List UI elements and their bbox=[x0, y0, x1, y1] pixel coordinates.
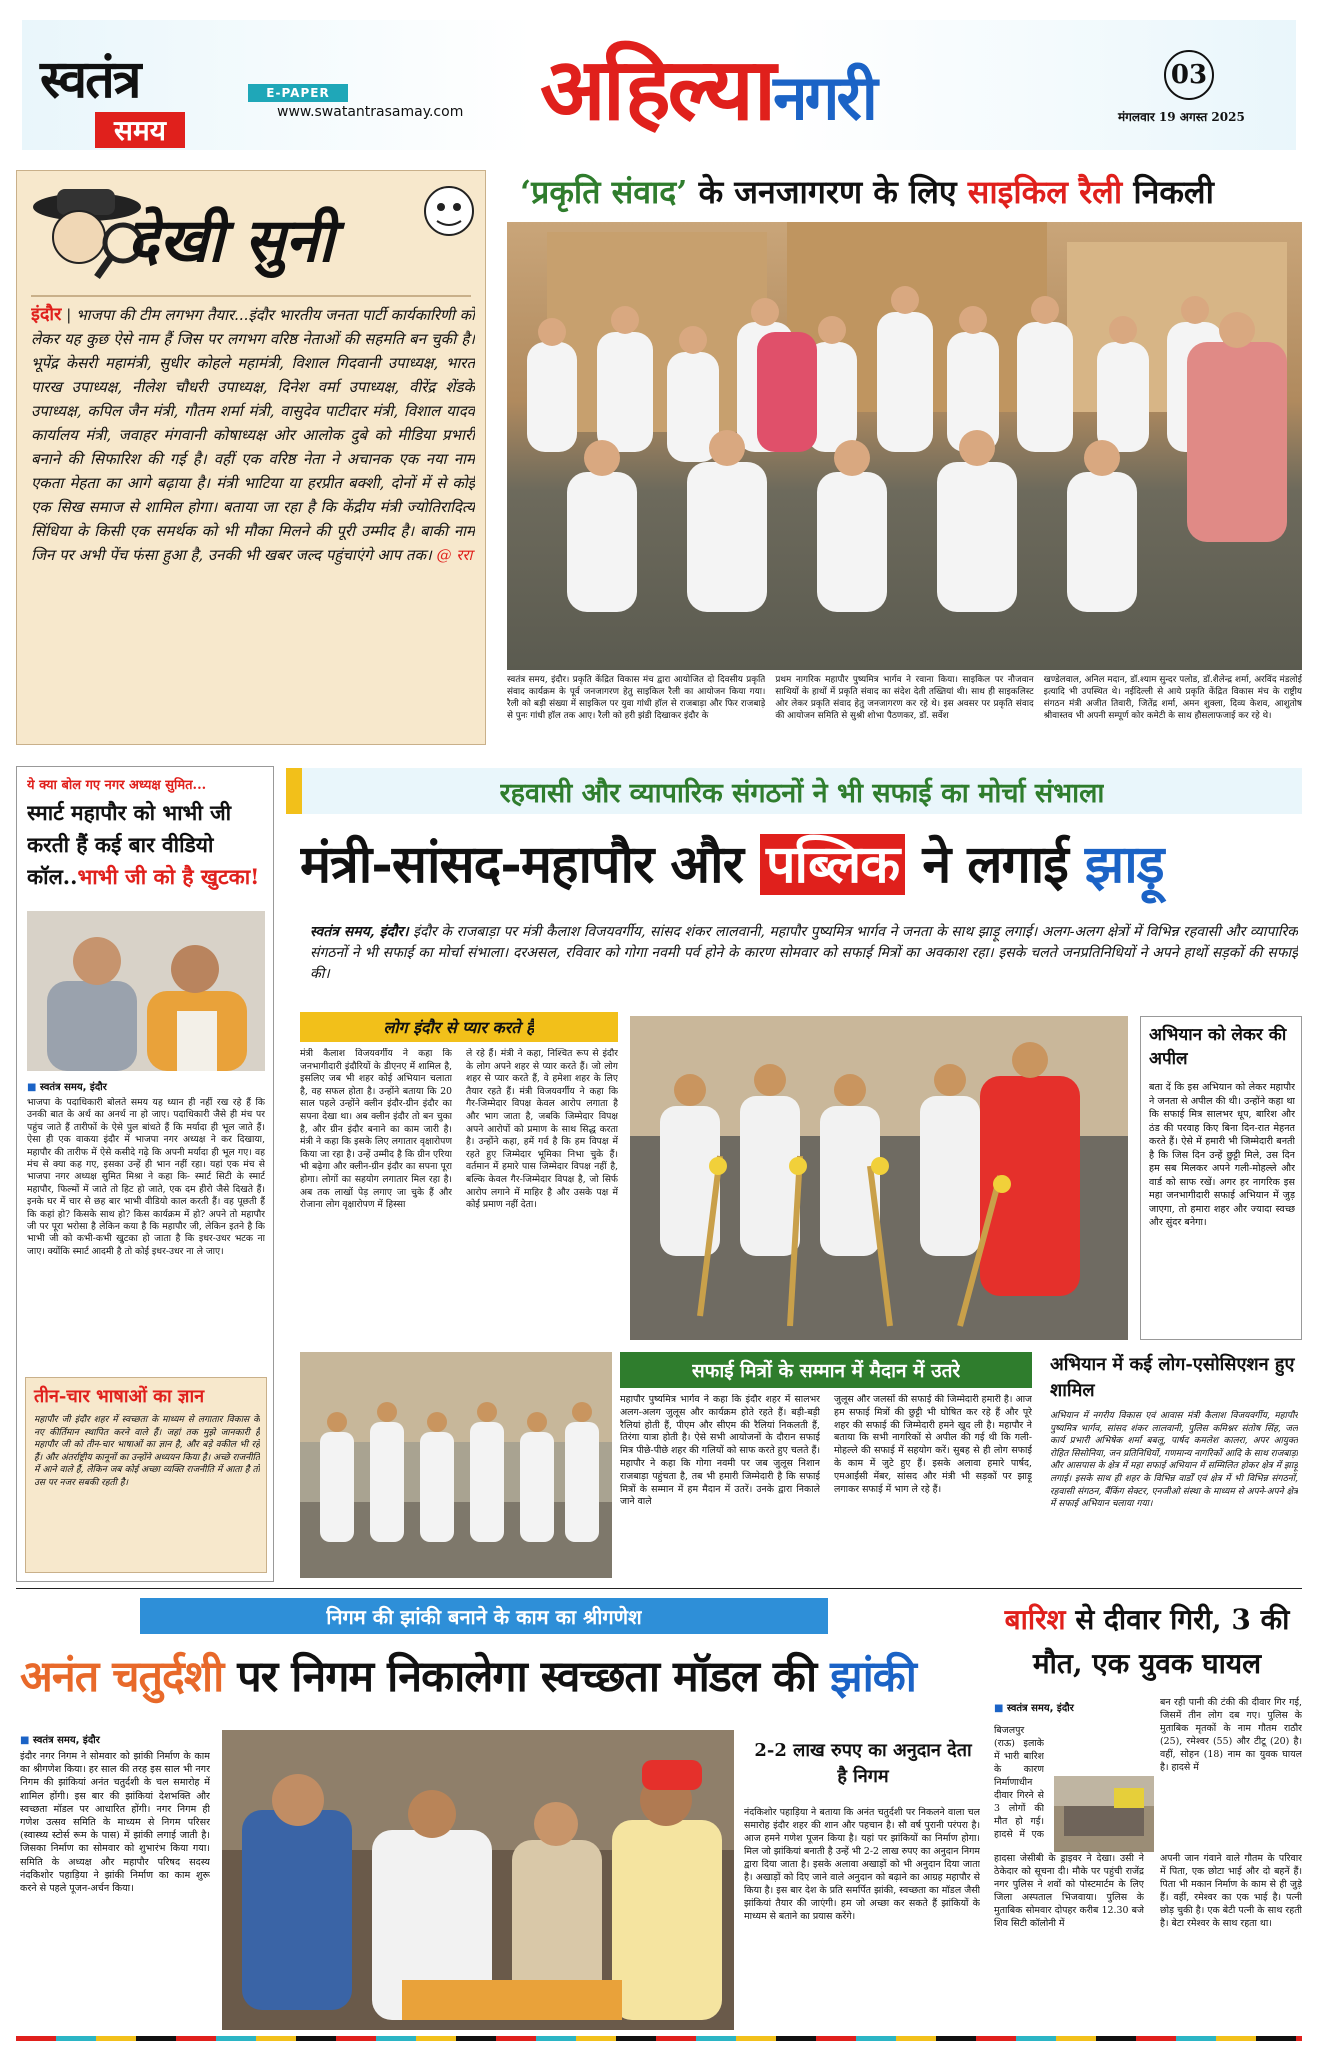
epaper-badge: E-PAPER bbox=[248, 84, 348, 102]
logo-line1: स्वतंत्र bbox=[40, 49, 140, 110]
jhanki-headline-orange: अनंत चतुर्दशी bbox=[20, 1652, 224, 1702]
wall-headline-red: बारिश bbox=[1004, 1603, 1066, 1636]
wall-collapse-image bbox=[1054, 1776, 1154, 1852]
wall-byline bbox=[994, 1700, 1074, 1714]
honor-col-1: महापौर पुष्यमित्र भार्गव ने कहा कि इंदौर शहर में सालभर अलग-अलग जुलूस और कार्यक्रम होते रहते हैं। बड़ी-बड़ी रैलियां होती हैं, पीएम और सीएम की रैलियां निकलती हैं, तिरंगा यात्रा होती है। ऐसे सभी आयोजनों के दौरान सफाई मित्र पीछे-पीछे शहर की गलियों को साफ करते हुए चलते हैं। महापौर ने कहा कि गोगा नवमी पर जब जुलूस निशान राजबाड़ा पहुंचता है, तब भी हमारी जिम्मेदारी है कि सफाई मित्रों के सम्मान में हम मैदान में उतरें। उनके द्वारा निकाले जाने वाले bbox=[620, 1394, 820, 1508]
cycle-headline-end: निकली bbox=[1133, 173, 1214, 211]
byline-marker-icon: ■ bbox=[27, 1082, 40, 1093]
section-divider bbox=[16, 1588, 1302, 1589]
lang-head: तीन-चार भाषाओं का ज्ञान bbox=[34, 1386, 205, 1407]
dekhi-suni-text: भाजपा की टीम लगभग तैयार...इंदौर भारतीय जनता पार्टी कार्यकारिणी को लेकर यह कुछ ऐसे नाम हैं जिस पर लगभग वरिष्ठ नेताओं की सहमति बन चुकी है। भूपेंद्र केसरी महामंत्री, सुधीर कोहले महामंत्री, विशाल गिदवानी उपाध्यक्ष, भारत पारख उपाध्यक्ष, नीलेश चौधरी उपाध्यक्ष, दिनेश वर्मा उपाध्यक्ष, वीरेंद्र शेंडके उपाध्यक्ष, कपिल जैन मंत्री, गौतम शर्मा मंत्री, वासुदेव पाटीदार मंत्री, विशाल यादव कार्यालय मंत्री, जवाहर मंगवानी कोषाध्यक्ष ओर आलोक दुबे को मीडिया प्रभारी बनाने की सिफारिश की गई है। वहीं एक वरिष्ठ नेता ने अचानक एक नया नाम एकता मेहता का आगे बढ़ाया है। मंत्री भाटिया या हरप्रीत बक्शी, दोनों में से कोई एक सिख समाज से शामिल होगा। बताया जा रहा है कि केंद्रीय मंत्री ज्योतिरादित्य सिंधिया के किसी एक समर्थक को भी मौका मिलने की पूरी उम्मीद है। बाकी नाम जिन पर अभी पेंच फंसा हुआ है, उनकी भी खबर जल्द पहुंचाएंगे आप तक। bbox=[31, 306, 475, 564]
wall-photo bbox=[1054, 1776, 1154, 1852]
wall-col-1-bottom: हादसा जेसीबी के ड्राइवर ने देखा। उसी ने ठेकेदार को सूचना दी। मौके पर पहुंची राजेंद्र नगर पुलिस ने शवों को पोस्टमार्टम के लिए जिला अस्पताल भिजवाया। पुलिस के मुताबिक सोमवार दोपहर करीब 12.30 बजे शिव सिटी कॉलोनी में bbox=[994, 1853, 1144, 1929]
website[interactable]: www.swatantrasamay.com bbox=[277, 104, 464, 120]
cycle-headline-mid: के जनजागरण के लिए bbox=[698, 173, 957, 211]
cycle-rally-headline bbox=[520, 168, 1300, 218]
lang-body: महापौर जी इंदौर शहर में स्वच्छता के माध्यम से लगातार विकास के नए कीर्तिमान स्थापित करने वाले हैं। जहां तक मुझे जानकारी है महापौर जी को तीन-चार भाषाओं का ज्ञान है, और बड़े वकील भी रहे हैं। और अंतर्राष्ट्रीय कानूनों का उन्होंने अध्ययन किया है। अच्छे राजनीति में आने वाले हैं, लेकिन जब कोई अच्छा व्यक्ति राजनीति में आता है तो उस पर नजर सबकी रहती है। bbox=[34, 1415, 260, 1488]
issue-date: मंगलवार 19 अगस्त 2025 bbox=[1118, 110, 1245, 124]
jhanki-photo bbox=[222, 1730, 734, 2030]
honor-subhead bbox=[620, 1352, 1032, 1388]
dekhi-suni-signoff: @ ररा bbox=[436, 546, 473, 564]
edition-title bbox=[540, 40, 875, 148]
dekhi-suni-title: देखी सुनी bbox=[127, 206, 334, 276]
mayor-image bbox=[27, 911, 265, 1071]
jhanki-headline-mid: पर निगम निकालेगा स्वच्छता मॉडल की bbox=[237, 1652, 817, 1702]
cleanliness-headline bbox=[300, 820, 1300, 910]
broom-image bbox=[630, 1016, 1128, 1340]
cycle-caption-1: स्वतंत्र समय, इंदौर। प्रकृति केंद्रित विकास मंच द्वारा आयोजित दो दिवसीय प्रकृति संवाद कार्यक्रम के पूर्व जनजागरण हेतु साइकिल रैली का आयोजन किया गया। रैली को बड़ी संख्या में साइकिल पर युवा गांधी हॉल से राजबाड़ा और फिर राजबाड़े से पुनः गांधी हॉल तक आए। रैली को हरी झंडी दिखाकर इंदौर के bbox=[507, 675, 766, 721]
wall-col-2-bottom: अपनी जान गंवाने वाले गौतम के परिवार में पिता, एक छोटा भाई और दो बहनें हैं। पिता भी मकान निर्माण के काम से ही जुड़े हैं। वहीं, रमेश्वर का एक भाई है। पत्नी छोड़ चुकी है। एक बेटी पत्नी के साथ रहती है। बेटा रमेश्वर के साथ रहता था। bbox=[1160, 1853, 1302, 1929]
jhanki-byline-text: स्वतंत्र समय, इंदौर bbox=[32, 1735, 100, 1746]
cycle-rally-captions bbox=[507, 674, 1302, 746]
mayor-photo bbox=[27, 911, 265, 1071]
appeal-head: अभियान को लेकर की अपील bbox=[1149, 1025, 1287, 1069]
love-subhead bbox=[300, 1012, 618, 1042]
mayor-byline bbox=[27, 1079, 107, 1093]
mayor-byline-text: स्वतंत्र समय, इंदौर bbox=[39, 1082, 107, 1093]
lang-box bbox=[25, 1377, 267, 1573]
mayor-side-column bbox=[16, 766, 274, 1582]
jhanki-banner bbox=[140, 1598, 828, 1634]
jhanki-byline bbox=[20, 1732, 100, 1746]
association-head: अभियान में कई लोग-एसोसिएशन हुए शामिल bbox=[1050, 1354, 1295, 1401]
association-body: अभियान में नगरीय विकास एवं आवास मंत्री कैलाश विजयवर्गीय, महापौर पुष्यमित्र भार्गव, सांसद शंकर लालवानी, पुलिस कमिश्नर संतोष सिंह, जल कार्य प्रभारी अभिषेक शर्मा बबलू, पार्षद कमलेश कालरा, अपर आयुक्त रोहित सिसोनिया, जन प्रतिनिधियों, गणमान्य नागरिकों आदि के साथ राजबाड़ा और आसपास के क्षेत्र में महा सफाई अभियान में सम्मिलित होकर क्षेत्र में झाड़ू लगाई। इसके साथ ही शहर के विभिन्न वार्डों एवं क्षेत्र में भी विभिन्न संगठनों, रहवासी संगठन, बैंकिंग सेक्टर, एनजीओ संस्था के माध्यम से अपने-अपने क्षेत्र में सफाई अभियान चलाया गया। bbox=[1050, 1411, 1298, 1510]
dekhi-suni-logo bbox=[27, 179, 477, 289]
wall-headline-text: से दीवार गिरी, 3 की मौत, एक युवक घायल bbox=[1032, 1603, 1290, 1680]
mayor-kicker: ये क्या बोल गए नगर अध्यक्ष सुमित... bbox=[27, 778, 207, 793]
grant-body: नंदकिशोर पहाड़िया ने बताया कि अनंत चतुर्दशी पर निकलने वाला चल समारोह इंदौर शहर की शान और पहचान है। सौ वर्ष पुरानी परंपरा है। आज हमने गणेश पूजन किया है। यहां पर झांकियों का निर्माण होगा। मिल जो झांकियां बनाती है उन्हें भी 2-2 लाख रुपए का अनुदान निगम द्वारा दिया जाता है। इसके अलावा अखाड़ों को भी अनुदान दिया जाता है। अखाड़ों को दिए जाने वाले अनुदान को बढ़ाने का आग्रह महापौर से किया है। इस बार देश के प्रति समर्पित झांकी, स्वच्छता का मॉडल जैसी झांकियां तैयार की जाएंगी। हम जो अच्छा कर सकते हैं झांकियों के माध्यम से बताने का प्रयास करेंगे। bbox=[744, 1807, 980, 1922]
dekhi-suni-rule bbox=[31, 295, 471, 297]
cleanliness-banner bbox=[286, 768, 1302, 814]
mayor-headline bbox=[27, 797, 267, 927]
cycle-rally-image bbox=[507, 222, 1302, 670]
footer-color-bar bbox=[16, 2036, 1302, 2041]
mayor-headline-red: भाभी जी को है खुटका! bbox=[77, 864, 260, 889]
cartoon-face-icon bbox=[419, 181, 479, 241]
wall-col-2: बन रही पानी की टंकी की दीवार गिर गई, जिसमें तीन लोग दब गए। पुलिस के मुताबिक मृतकों के नाम गौतम राठौर (25), रमेश्वर (55) और टीटू (20) है। वहीं, सोहन (18) नाम का युवक घायल है। हादसे में bbox=[1160, 1697, 1302, 1773]
cleanliness-headline-blue: झाड़ू bbox=[1084, 834, 1164, 895]
dekhi-suni-column bbox=[16, 170, 486, 745]
page-number: 03 bbox=[1164, 50, 1214, 100]
dekhi-suni-body bbox=[31, 303, 475, 733]
cleanliness-banner-text: रहवासी और व्यापारिक संगठनों ने भी सफाई का मोर्चा संभाला bbox=[499, 777, 1105, 809]
appeal-body: बता दें कि इस अभियान को लेकर महापौर ने जनता से अपील की थी। उन्होंने कहा था कि सफाई मित्र सालभर धूप, बारिश और ठंड की परवाह किए बिना दिन-रात मेहनत करते हैं। ऐसे में हमारी भी जिम्मेदारी बनती है कि जिस दिन उन्हें छुट्टी मिले, उस दिन हम सब मिलकर अपने गली-मोहल्ले और वार्ड को साफ रखें। अगर हर नागरिक इस महा जनभागीदारी सफाई अभियान में जुड़ जाएगा, तो हमारा शहर और ज्यादा स्वच्छ और सुंदर बनेगा। bbox=[1149, 1082, 1295, 1228]
jhanki-left-body: इंदौर नगर निगम ने सोमवार को झांकी निर्माण के काम का श्रीगणेश किया। हर साल की तरह इस साल भी नगर निगम की झांकियां अनंत चतुर्दशी के चल समारोह में शामिल होंगी। इस बार की झांकियां देशभक्ति और स्वच्छता मॉडल पर आधारित होंगी। नगर निगम ही गणेश उत्सव समिति के माध्यम से निगम परिसर (स्वास्थ्य स्टोर्स रूम के पास) में झांकी लगाई जाती है। जिसका निर्माण का सोमवार को शुभारंभ किया गया। समिति के अध्यक्ष और महापौर परिषद सदस्य नंदकिशोर पहाड़िया ने झांकी निर्माण का काम शुरू करने से पहले पूजन-अर्चन किया। bbox=[20, 1751, 210, 1895]
wall-headline bbox=[992, 1598, 1302, 1688]
cycle-caption-2: प्रथम नागरिक महापौर पुष्यमित्र भार्गव ने रवाना किया। साइकिल पर नौजवान साथियों के हाथों में प्रकृति संवाद का संदेश देती तख्तियां थी। साथ ही साइकलिस्ट ओर लेकर प्रकृति संवाद हेतु जनजागरण कर रहे थे। इस अवसर पर प्रकृति संवाद की आयोजन समिति से सुश्री शोभा पैठणकर, डॉ. सर्वेश bbox=[775, 675, 1034, 721]
wall-byline-text: स्वतंत्र समय, इंदौर bbox=[1006, 1703, 1074, 1714]
cycle-caption-3: खण्डेलवाल, अनिल मदान, डॉ.श्याम सुन्दर पलोड, डॉ.शैलेन्द्र शर्मा, अरविंद मंडलोई इत्यादि भी उपस्थित थे। नईदिल्ली से आये प्रकृति केंद्रित विकास मंच के राष्ट्रीय संगठन मंत्री अजीत तिवारी, जितेंद्र शर्मा, अमन शुक्ला, दिव्य केशव, आशुतोष श्रीवास्तव भी अपनी सम्पूर्ण कोर कमेटी के साथ हौसलाफजाई कर रहे थे। bbox=[1043, 675, 1302, 721]
cleanliness-headline-a: मंत्री-सांसद-महापौर और bbox=[300, 834, 743, 895]
love-subhead-text: लोग इंदौर से प्यार करते हैं bbox=[383, 1018, 535, 1037]
edition-title-blue: नगरी bbox=[773, 61, 875, 134]
byline-marker-icon: ■ bbox=[20, 1735, 33, 1746]
mayor-body: भाजपा के पदाधिकारी बोलते समय यह ध्यान ही नहीं रख रहे हैं कि उनकी बात के अर्थ का अनर्थ ना हो जाए। पदाधिकारी जैसे ही मंच पर पहुंच जाते हैं तारीफों के ऐसे पुल बांधते हैं कि मर्यादा ही भूल जाते हैं। ऐसा ही एक वाकया इंदौर में भाजपा नगर अध्यक्ष ने कर दिखाया, महापौर की तारीफ में ऐसे कसीदे गढ़े कि अपनी मर्यादा ही भूल गए। वह मंच से क्या कह गए, इसका उन्हें ही भान नहीं रहा। यहां एक मंच से भाजपा नगर अध्यक्ष सुमित मिश्रा ने कहा कि- स्मार्ट सिटी के स्मार्ट महापौर, फिल्मों में जाते तो हिट हो जाते, एक दम हीरो जैसे दिखते हैं। इनके घर में चार से छह बार भाभी वीडियो काल करती हैं। वह पूछती हैं कि कहां हो? किसके साथ हो? किस कार्यक्रम में हो? अपने तो महापौर जी पर पूरा भरोसा है लेकिन कया है कि महापौर जी, लेकिन इतने है कि भाभी जी को कभी-कभी खुटका हो जाता है कि इधर-उधर भटक ना जाए। क्योंकि स्मार्ट आदमी है तो कोई इधर-उधर ना ले जाए। bbox=[27, 1097, 265, 1257]
cleanliness-headline-red: पब्लिक bbox=[760, 834, 905, 895]
appeal-box bbox=[1140, 1016, 1302, 1340]
broom-photo bbox=[630, 1016, 1128, 1340]
jhanki-headline-blue: झांकी bbox=[830, 1652, 916, 1702]
love-col-2: ले रहे हैं। मंत्री ने कहा, निश्चित रूप से इंदौर के लोग अपने शहर से प्यार करते हैं। जो लोग शहर से प्यार करते हैं, वे हमेशा शहर के लिए तैयार रहते हैं। मंत्री विजयवर्गीय ने कहा कि गैर-जिम्मेदार विपक्ष केवल आरोप लगाता है और भाग जाता है, जबकि जिम्मेदार विपक्ष अपने आरोपों को प्रमाण के साथ सिद्ध करता है। उन्होंने कहा, हमें गर्व है कि हम विपक्ष में रहते हुए जिम्मेदार भूमिका निभा चुके हैं। वर्तमान में हमारे पास जिम्मेदार विपक्ष नहीं है, बल्कि केवल गैर-जिम्मेदार विपक्ष है, जो सिर्फ आरोप लगाने में माहिर है और उसके पक्ष में कोई प्रमाण नहीं देता। bbox=[466, 1048, 618, 1211]
wall-col-1: बिजलपुर (राऊ) इलाके में भारी बारिश के कारण निर्माणाधीन दीवार गिरने से 3 लोगों की मौत हो गई। हादसे में एक bbox=[994, 1725, 1044, 1840]
edition-title-red: अहिल्या bbox=[540, 39, 774, 140]
jhanki-image bbox=[222, 1730, 734, 2030]
cleanliness-lead-byline: स्वतंत्र समय, इंदौर। bbox=[310, 924, 409, 940]
dekhi-suni-separator: | bbox=[66, 306, 77, 324]
cycle-headline-quote: ‘प्रकृति संवाद’ bbox=[520, 173, 688, 211]
logo-line2: समय bbox=[95, 112, 185, 148]
street-sweep-image bbox=[300, 1352, 612, 1578]
honor-col-2: जुलूस और जलसों की सफाई की जिम्मेदारी हमारी है। आज हम सफाई मित्रों की छुट्टी भी घोषित कर रहे हैं और पूरे शहर की सफाई की जिम्मेदारी हमने खुद ली है। महापौर ने बताया कि सभी नागरिकों से अपील की गई थी कि गली-मोहल्ले की सफाई में सहयोग करें। सुबह से ही लोग सफाई के काम में जुटे हुए हैं। इसके अलावा हमारे पार्षद, एमआईसी मेंबर, सांसद और मंत्री भी सड़कों पर झाड़ू लगाकर सफाई में भाग ले रहे हैं। bbox=[834, 1394, 1032, 1495]
love-col-1: मंत्री कैलाश विजयवर्गीय ने कहा कि जनभागीदारी इंदौरियों के डीएनए में शामिल है, इसलिए जब भी शहर कोई अभियान चलाता है, वह सफल होता है। उन्होंने बताया कि 20 साल पहले उन्होंने क्लीन इंदौर-ग्रीन इंदौर का सपना देखा था। अब क्लीन इंदौर तो बन चुका है, और ग्रीन इंदौर बनाने का काम जारी है। मंत्री ने कहा कि इसके लिए लगातार वृक्षारोपण किया जा रहा है। उन्हें उम्मीद है कि ग्रीन एरिया भी बढ़ेगा और क्लीन-ग्रीन इंदौर का सपना पूरा होगा। लोगों का सहयोग लगातार मिल रहा है। अब तक लाखों पेड़ लगाए जा चुके हैं और रोजाना लोग वृक्षारोपण में हिस्सा bbox=[300, 1048, 452, 1211]
street-sweep-photo bbox=[300, 1352, 612, 1578]
grant-head: 2-2 लाख रुपए का अनुदान देता है निगम bbox=[754, 1740, 972, 1787]
dekhi-suni-dateline: इंदौर bbox=[31, 304, 62, 325]
cycle-headline-red: साइकिल रैली bbox=[967, 173, 1123, 211]
cycle-rally-photo bbox=[507, 222, 1302, 670]
jhanki-banner-text: निगम की झांकी बनाने के काम का श्रीगणेश bbox=[326, 1604, 642, 1629]
cleanliness-headline-b: ने लगाई bbox=[922, 834, 1068, 895]
byline-marker-icon: ■ bbox=[994, 1703, 1007, 1714]
mayor-headline-text: स्मार्ट महापौर को भाभी जी करती हैं कई बार वीडियो कॉल.. bbox=[27, 800, 232, 889]
cleanliness-lead bbox=[310, 922, 1298, 1006]
masthead bbox=[0, 0, 1318, 165]
jhanki-headline bbox=[20, 1642, 980, 1712]
honor-subhead-text: सफाई मित्रों के सम्मान में मैदान में उतरे bbox=[691, 1360, 961, 1382]
association-box bbox=[1044, 1352, 1302, 1578]
cleanliness-lead-text: इंदौर के राजबाड़ा पर मंत्री कैलाश विजयवर्गीय, सांसद शंकर लालवानी, महापौर पुष्यमित्र भार्गव ने जनता के साथ झाड़ू लगाई। अलग-अलग क्षेत्रों में विभिन्न रहवासी और व्यापारिक संगठनों ने भी सफाई का मोर्चा संभाला। दरअसल, रविवार को गोगा नवमी पर्व होने के कारण सोमवार को सफाई मित्रों का अवकाश रहा। इसके चलते जनप्रतिनिधियों ने अपने हाथों सड़कों की सफाई की। bbox=[310, 924, 1298, 982]
